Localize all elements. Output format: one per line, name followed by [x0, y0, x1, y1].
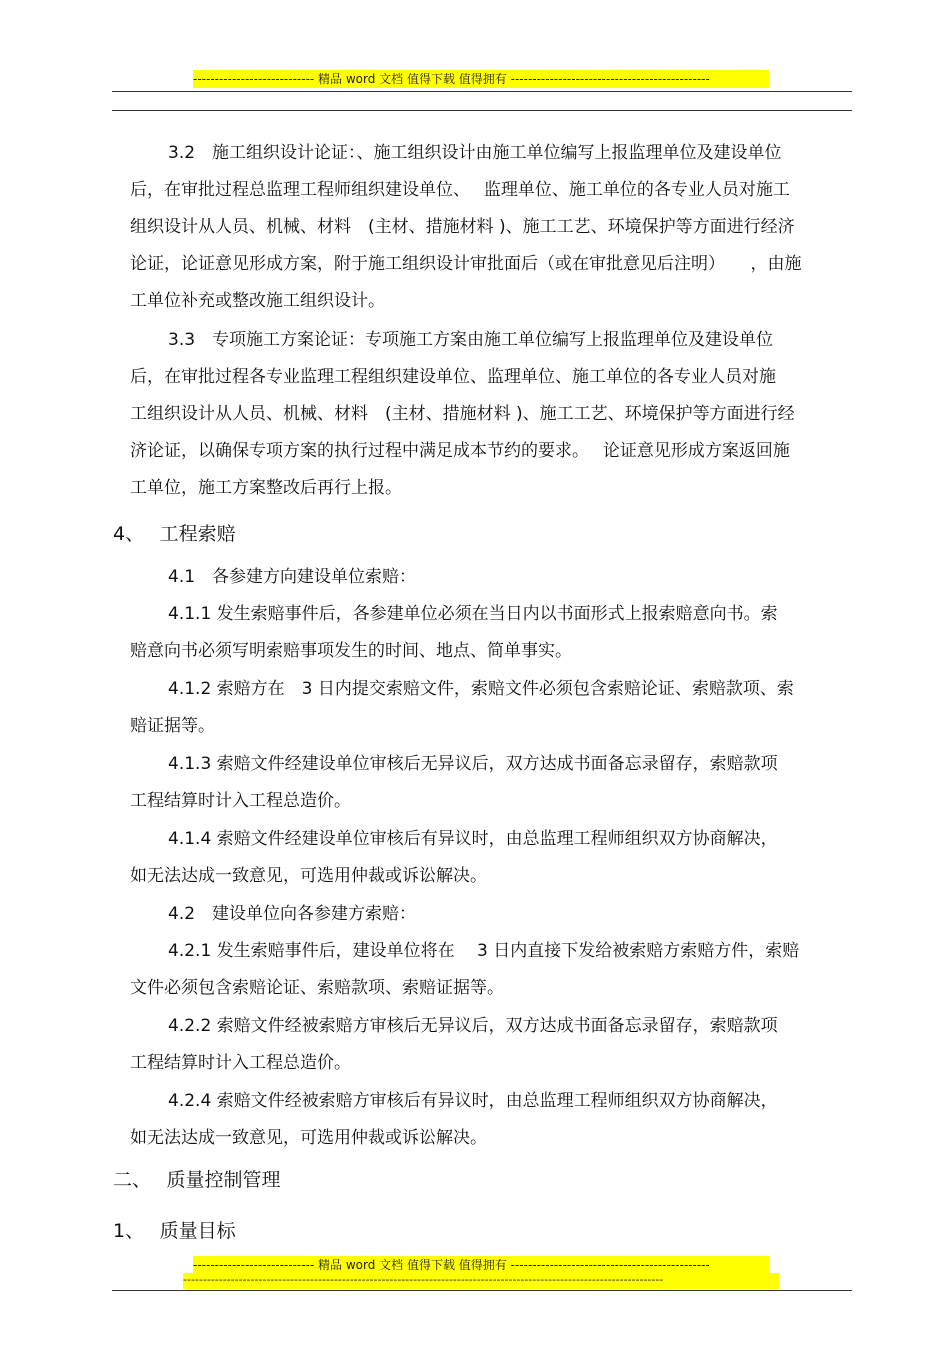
- paragraph-line: 4.1.3 索赔文件经建设单位审核后无异议后，双方达成书面备忘录留存，索赔款项: [168, 754, 778, 774]
- paragraph-line: 4.1 各参建方向建设单位索赔：: [168, 567, 417, 587]
- paragraph-line: 组织设计从人员、机械、材料 (主材、措施材料 )、施工工艺、环境保护等方面进行经济: [130, 217, 795, 237]
- paragraph-line: 后，在审批过程各专业监理工程组织建设单位、监理单位、施工单位的各专业人员对施: [130, 367, 776, 387]
- paragraph-line: 4.2.4 索赔文件经被索赔方审核后有异议时，由总监理工程师组织双方协商解决，: [168, 1091, 778, 1111]
- section-heading: 4、 工程索赔: [113, 523, 236, 545]
- paragraph-line: 3.3 专项施工方案论证：专项施工方案由施工单位编写上报监理单位及建设单位: [168, 330, 774, 350]
- footer-rule: [112, 1290, 852, 1291]
- paragraph-line: 工单位，施工方案整改后再行上报。: [130, 478, 402, 498]
- paragraph-line: 4.1.1 发生索赔事件后，各参建单位必须在当日内以书面形式上报索赔意向书。索: [168, 604, 778, 624]
- chapter-heading: 二、 质量控制管理: [113, 1169, 281, 1191]
- paragraph-line: 如无法达成一致意见，可选用仲裁或诉讼解决。: [130, 866, 487, 886]
- paragraph-line: 工程结算时计入工程总造价。: [130, 1053, 351, 1073]
- paragraph-line: 4.1.4 索赔文件经建设单位审核后有异议时，由总监理工程师组织双方协商解决，: [168, 829, 778, 849]
- paragraph-line: 济论证，以确保专项方案的执行过程中满足成本节约的要求。 论证意见形成方案返回施: [130, 441, 790, 461]
- section-heading: 1、 质量目标: [113, 1220, 236, 1242]
- paragraph-line: 4.1.2 索赔方在 3 日内提交索赔文件，索赔文件必须包含索赔论证、索赔款项、索: [168, 679, 794, 699]
- footer-dash-line: -------------------------------------------------------------------------------------------------------------------------: [183, 1273, 779, 1289]
- paragraph-line: 后，在审批过程总监理工程师组织建设单位、 监理单位、施工单位的各专业人员对施工: [130, 180, 790, 200]
- paragraph-line: 论证，论证意见形成方案，附于施工组织设计审批面后（或在审批意见后注明） ，由施: [130, 254, 802, 274]
- paragraph-line: 工程结算时计入工程总造价。: [130, 791, 351, 811]
- footer-banner: ---------------------------- 精品 word 文档 值得下载 值得拥有 ----------------------------------------------: [193, 1256, 769, 1274]
- paragraph-line: 赔证据等。: [130, 716, 215, 736]
- header-banner: ---------------------------- 精品 word 文档 值得下载 值得拥有 ----------------------------------------------: [193, 70, 769, 88]
- paragraph-line: 如无法达成一致意见，可选用仲裁或诉讼解决。: [130, 1128, 487, 1148]
- paragraph-line: 赔意向书必须写明索赔事项发生的时间、地点、简单事实。: [130, 641, 572, 661]
- paragraph-line: 4.2.1 发生索赔事件后，建设单位将在 3 日内直接下发给被索赔方索赔方件，索赔: [168, 941, 800, 961]
- paragraph-line: 3.2 施工组织设计论证：、施工组织设计由施工单位编写上报监理单位及建设单位: [168, 143, 782, 163]
- paragraph-line: 工单位补充或整改施工组织设计。: [130, 291, 385, 311]
- paragraph-line: 文件必须包含索赔论证、索赔款项、索赔证据等。: [130, 978, 504, 998]
- header-rule-2: [112, 110, 852, 111]
- paragraph-line: 工组织设计从人员、机械、材料 (主材、措施材料 )、施工工艺、环境保护等方面进行经: [130, 404, 795, 424]
- header-rule: [112, 91, 852, 92]
- paragraph-line: 4.2 建设单位向各参建方索赔：: [168, 904, 417, 924]
- paragraph-line: 4.2.2 索赔文件经被索赔方审核后无异议后，双方达成书面备忘录留存，索赔款项: [168, 1016, 778, 1036]
